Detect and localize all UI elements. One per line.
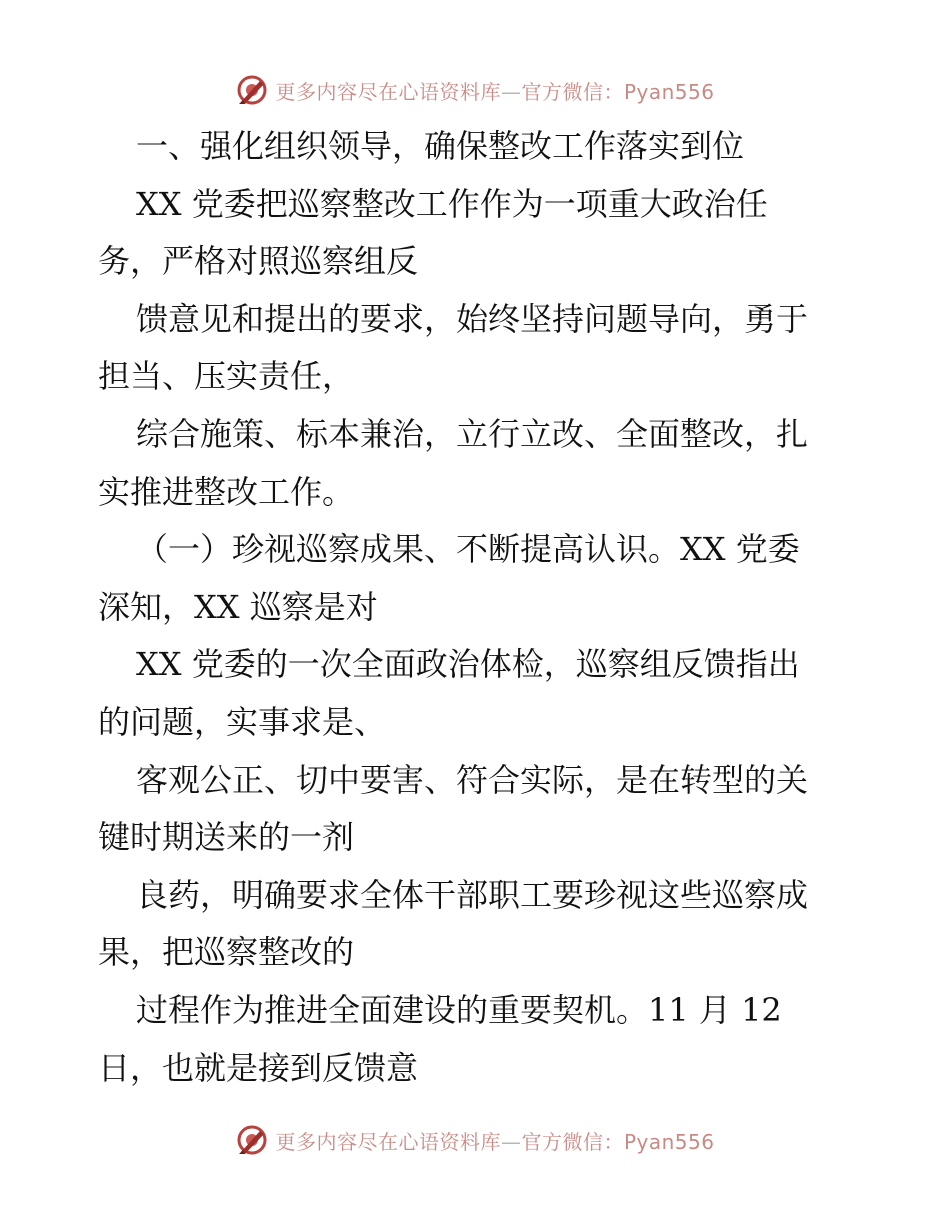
watermark-contact: 官方微信：Pyan556 <box>521 79 715 104</box>
watermark-separator: — <box>500 79 522 104</box>
footer-watermark <box>0 1120 950 1160</box>
subsection-line: （一）珍视巡察成果、不断提高认识。XX 党委 <box>136 530 800 569</box>
paragraph-line: XX 党委把巡察整改工作作为一项重大政治任 <box>136 184 768 223</box>
watermark-brand: 更多内容尽在心语资料库 <box>275 79 501 104</box>
watermark-contact: 官方微信：Pyan556 <box>521 1129 715 1154</box>
paragraph-line: 馈意见和提出的要求，始终坚持问题导向，勇于 <box>136 299 809 338</box>
paragraph-line: XX 党委的一次全面政治体检，巡察组反馈指出 <box>136 645 800 684</box>
paragraph-line: 的问题，实事求是、 <box>98 702 387 741</box>
section-heading: 一、强化组织领导，确保整改工作落实到位 <box>136 127 745 165</box>
paragraph-line: 日，也就是接到反馈意 <box>98 1048 419 1087</box>
paragraph-line: 担当、压实责任， <box>98 357 355 396</box>
paragraph-line: 综合施策、标本兼治，立行立改、全面整改，扎 <box>136 414 809 453</box>
paragraph-line: 果，把巡察整改的 <box>98 933 355 972</box>
pen-circle-logo-icon <box>235 73 269 107</box>
document-body <box>98 118 858 1097</box>
paragraph-line: 客观公正、切中要害、符合实际，是在转型的关 <box>136 760 809 799</box>
watermark-separator: — <box>500 1129 522 1154</box>
pen-circle-logo-icon <box>235 1123 269 1157</box>
paragraph-line: 键时期送来的一剂 <box>98 818 355 857</box>
paragraph-line: 实推进整改工作。 <box>98 472 355 511</box>
paragraph-line: 深知，XX 巡察是对 <box>98 587 378 626</box>
paragraph-line: 过程作为推进全面建设的重要契机。11 月 12 <box>136 990 782 1029</box>
watermark-brand: 更多内容尽在心语资料库 <box>275 1129 501 1154</box>
watermark-text <box>275 76 714 105</box>
paragraph-line: 务，严格对照巡察组反 <box>98 242 419 281</box>
watermark-text <box>275 1126 714 1155</box>
header-watermark <box>0 70 950 110</box>
paragraph-line: 良药，明确要求全体干部职工要珍视这些巡察成 <box>136 875 809 914</box>
